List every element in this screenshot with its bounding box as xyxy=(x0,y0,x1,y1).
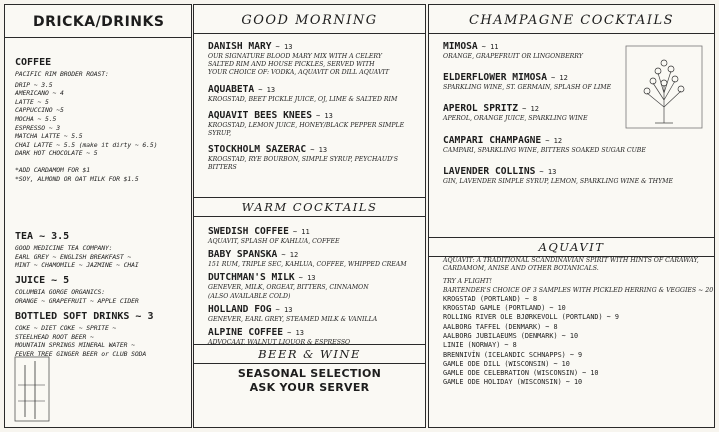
menu-item-price: ~ 13 xyxy=(298,274,316,283)
seasonal-line-2: ASK YOUR SERVER xyxy=(249,381,370,394)
menu-item-description: KROGSTAD, BEET PICKLE JUICE, OJ, LIME & SALTED RIM xyxy=(208,95,398,103)
menu-item-name: ALPINE COFFEE xyxy=(208,327,284,339)
coffee-list xyxy=(15,81,191,158)
juice-line: COLUMBIA GORGE ORGANICS: xyxy=(15,288,105,296)
juice-line: ORANGE ~ GRAPEFRUIT ~ APPLE CIDER xyxy=(15,296,139,305)
menu-item-price: ~ 11 xyxy=(481,43,499,51)
menu-item xyxy=(208,41,425,78)
menu-item-title xyxy=(443,135,714,147)
coffee-item: MOCHA ~ 5.5 xyxy=(15,114,57,123)
soft-drink-line: FEVER TREE GINGER BEER or CLUB SODA xyxy=(15,349,147,358)
menu-item-name: STOCKHOLM SAZERAC xyxy=(208,144,307,156)
warm-cocktails-title: WARM COCKTAILS xyxy=(193,197,426,217)
menu-item-name: BABY SPANSKA xyxy=(208,249,278,261)
menu-item-price: ~ 13 xyxy=(275,43,293,51)
menu-item xyxy=(208,249,425,269)
menu-item-description: SPARKLING WINE, ST. GERMAIN, SPLASH OF LIME xyxy=(443,84,612,92)
menu-item-description: KROGSTAD, LEMON JUICE, HONEY/BLACK PEPPER SIMPLE SYRUP, xyxy=(208,121,405,138)
menu-item-description: SALTED RIM AND HOUSE PICKLES, SERVED WITH xyxy=(208,61,375,69)
coffee-item: ESPRESSO ~ 3 xyxy=(15,123,60,132)
aquavit-item: LINIE (NORWAY) ~ 8 xyxy=(443,341,517,350)
cocktails-column xyxy=(193,4,426,428)
menu-item-title xyxy=(443,166,714,178)
soft-drink-line: MOUNTAIN SPRINGS MINERAL WATER ~ xyxy=(15,341,135,350)
aquavit-item: KROGSTAD (PORTLAND) ~ 8 xyxy=(443,294,538,303)
menu-item-price: ~ 12 xyxy=(522,105,539,114)
menu-item-title xyxy=(208,226,425,238)
menu-item-name: HOLLAND FOG xyxy=(208,303,272,315)
soft-drinks-list xyxy=(15,324,191,358)
beer-wine-header xyxy=(194,344,425,364)
menu-item xyxy=(208,226,425,246)
menu-item-description: CAMPARI, SPARKLING WINE, BITTERS SOAKED SUGAR CUBE xyxy=(443,146,646,154)
tea-line: EARL GREY ~ ENGLISH BREAKFAST ~ xyxy=(15,252,132,261)
beer-wine-title: BEER & WINE xyxy=(193,344,426,364)
drinks-column xyxy=(4,4,192,428)
menu-item-title xyxy=(208,327,425,339)
aquavit-item: ROLLING RIVER OLE BJØRKEVOLL (PORTLAND) ~ 9 xyxy=(443,313,619,322)
menu-item-description: ADVOCAAT, WALNUT LIQUOR & ESPRESSO xyxy=(208,339,351,347)
coffee-item: CAPPUCCINO ~5 xyxy=(15,106,64,115)
menu-item-description: ORANGE, GRAPEFRUIT OR LINGONBERRY xyxy=(443,53,583,60)
morning-cocktails-list xyxy=(194,41,425,179)
menu-item-name: LAVENDER COLLINS xyxy=(443,165,536,177)
menu-item-title xyxy=(208,144,425,156)
warm-cocktails-list xyxy=(194,226,425,350)
coffee-heading: COFFEE xyxy=(15,57,52,68)
coffee-note: *SOY, ALMOND OR OAT MILK FOR $1.5 xyxy=(15,174,139,183)
menu-item xyxy=(208,272,425,300)
aquavit-title: AQUAVIT xyxy=(428,237,715,257)
coffee-item: DARK HOT CHOCOLATE ~ 5 xyxy=(15,149,98,158)
menu-item-name: ELDERFLOWER MIMOSA xyxy=(443,72,547,84)
champagne-title: CHAMPAGNE COCKTAILS xyxy=(468,13,675,28)
menu-item-description: GENEVER, EARL GREY, STEAMED MILK & VANILLA xyxy=(208,315,378,323)
coffee-item: MATCHA LATTE ~ 5.5 xyxy=(15,132,83,141)
juice-heading: JUICE ~ 5 xyxy=(15,275,70,286)
menu-item-description: YOUR CHOICE OF: VODKA, AQUAVIT OR DILL AQUAVIT xyxy=(208,69,390,77)
menu-item xyxy=(443,166,714,186)
menu-item-description: AQUAVIT, SPLASH OF KAHLUA, COFFEE xyxy=(208,238,340,245)
coffee-notes xyxy=(15,166,191,183)
tea-section xyxy=(5,231,191,270)
menu-item-description: OUR SIGNATURE BLOOD MARY MIX WITH A CELERY xyxy=(208,53,382,60)
menu-item-title xyxy=(208,84,425,96)
coffee-note: *ADD CARDAMOM FOR $1 xyxy=(15,165,90,174)
menu-item-price: ~ 13 xyxy=(315,111,333,120)
aquavit-list xyxy=(443,295,714,388)
seasonal-line-1: SEASONAL SELECTION xyxy=(237,367,382,380)
soft-drinks-heading: BOTTLED SOFT DRINKS ~ 3 xyxy=(15,311,154,322)
menu-item-name: CAMPARI CHAMPAGNE xyxy=(443,134,542,146)
aquavit-intro xyxy=(443,257,714,273)
tea-line: MINT ~ CHAMOMILE ~ JAZMINE ~ CHAI xyxy=(15,261,139,270)
menu-item-price: ~ 13 xyxy=(275,305,293,314)
aquavit-flight xyxy=(443,278,714,294)
menu-item xyxy=(208,144,425,172)
menu-item-price: ~ 13 xyxy=(539,167,557,176)
aquavit-section xyxy=(429,257,714,388)
coffee-item: AMERICANO ~ 4 xyxy=(15,89,64,98)
aquavit-item: GAMLE ODE HOLIDAY (WISCONSIN) ~ 10 xyxy=(443,378,583,387)
menu-item-name: DUTCHMAN'S MILK xyxy=(208,272,295,284)
flower-illustration xyxy=(625,45,703,129)
menu-item xyxy=(208,304,425,324)
menu-item-price: ~ 12 xyxy=(550,74,568,83)
menu-item-description: (ALSO AVAILABLE COLD) xyxy=(208,292,291,300)
menu-item xyxy=(208,110,425,138)
aquavit-item: KROGSTAD GAMLE (PORTLAND) ~ 10 xyxy=(443,304,566,313)
menu-item-name: AQUABETA xyxy=(208,83,255,95)
juice-list xyxy=(15,288,191,305)
menu-item-price: ~ 13 xyxy=(287,329,304,338)
aquavit-item: BRENNIVÍN (ICELANDIC SCHNAPPS) ~ 9 xyxy=(443,350,583,359)
menu-item-title xyxy=(208,249,425,261)
menu-item xyxy=(443,135,714,155)
menu-item-title xyxy=(208,304,425,316)
aquavit-flight-line: BARTENDER'S CHOICE OF 3 SAMPLES WITH PICKLED HERRING & VEGGIES ~ 20 xyxy=(443,286,714,294)
drinks-title: DRICKA/DRINKS xyxy=(33,14,165,30)
aquavit-intro-line: AQUAVIT: A TRADITIONAL SCANDINAVIAN SPIRIT WITH HINTS OF CARAWAY, xyxy=(443,257,699,264)
menu-item-name: AQUAVIT BEES KNEES xyxy=(208,109,312,121)
menu-item-description: GENEVER, MILK, ORGEAT, BITTERS, CINNAMON xyxy=(208,284,369,292)
coffee-item: DRIP ~ 3.5 xyxy=(15,80,53,89)
soft-drink-line: STEELHEAD ROOT BEER ~ xyxy=(15,332,94,341)
menu-item-title xyxy=(208,41,425,53)
menu-item-description: APEROL, ORANGE JUICE, SPARKLING WINE xyxy=(443,115,588,123)
menu-item-name: APEROL SPRITZ xyxy=(443,103,519,115)
menu-item-description: 151 RUM, TRIPLE SEC, KAHLUA, COFFEE, WHIPPED CREAM xyxy=(208,261,407,269)
tea-list xyxy=(15,244,191,270)
aquavit-flight-line: TRY A FLIGHT! xyxy=(443,278,492,286)
seasonal-selection xyxy=(194,367,425,395)
menu-item-price: ~ 12 xyxy=(281,251,299,260)
menu-item-price: ~ 13 xyxy=(258,85,276,94)
menu-item-name: SWEDISH COFFEE xyxy=(208,226,289,237)
aquavit-item: GAMLE ODE CELEBRATION (WISCONSIN) ~ 10 xyxy=(443,369,599,378)
aquavit-intro-line: CARDAMOM, ANISE AND OTHER BOTANICALS. xyxy=(443,265,599,273)
juice-section xyxy=(5,275,191,305)
tea-line: GOOD MEDICINE TEA COMPANY: xyxy=(15,244,113,252)
menu-item-description: GIN, LAVENDER SIMPLE SYRUP, LEMON, SPARKLING WINE & THYME xyxy=(443,177,674,185)
menu-item-description: KROGSTAD, RYE BOURBON, SIMPLE SYRUP, PEYCHAUD'S BITTERS xyxy=(208,156,398,172)
decorative-frame-illustration xyxy=(13,355,53,425)
menu-item-title xyxy=(208,110,425,122)
menu-item-name: MIMOSA xyxy=(443,41,478,52)
menu-item-price: ~ 12 xyxy=(545,136,563,145)
aquavit-item: AALBORG TAFFEL (DENMARK) ~ 8 xyxy=(443,322,558,331)
tea-heading: TEA ~ 3.5 xyxy=(15,231,70,242)
aquavit-header xyxy=(429,237,714,257)
coffee-item: LATTE ~ 5 xyxy=(15,97,49,106)
menu-item-price: ~ 13 xyxy=(310,146,328,155)
menu-item-price: ~ 11 xyxy=(292,228,310,236)
menu-item-title xyxy=(208,272,425,284)
coffee-section xyxy=(5,57,191,183)
soft-drink-line: COKE ~ DIET COKE ~ SPRITE ~ xyxy=(15,324,117,332)
warm-cocktails-header xyxy=(194,197,425,217)
coffee-roast: PACIFIC RIM BRODER ROAST: xyxy=(15,70,109,78)
menu-item xyxy=(208,84,425,104)
drinks-header xyxy=(5,5,191,38)
champagne-header xyxy=(429,5,714,34)
aquavit-item: AALBORG JUBILAEUMS (DENMARK) ~ 10 xyxy=(443,332,579,340)
good-morning-title: GOOD MORNING xyxy=(241,13,378,28)
aquavit-item: GAMLE ODE DILL (WISCONSIN) ~ 10 xyxy=(443,359,570,368)
coffee-item: CHAI LATTE ~ 5.5 (make it dirty ~ 6.5) xyxy=(15,140,158,149)
soft-drinks-section xyxy=(5,311,191,358)
menu-item-name: DANISH MARY xyxy=(208,41,272,52)
champagne-column xyxy=(428,4,715,428)
good-morning-header xyxy=(194,5,425,34)
